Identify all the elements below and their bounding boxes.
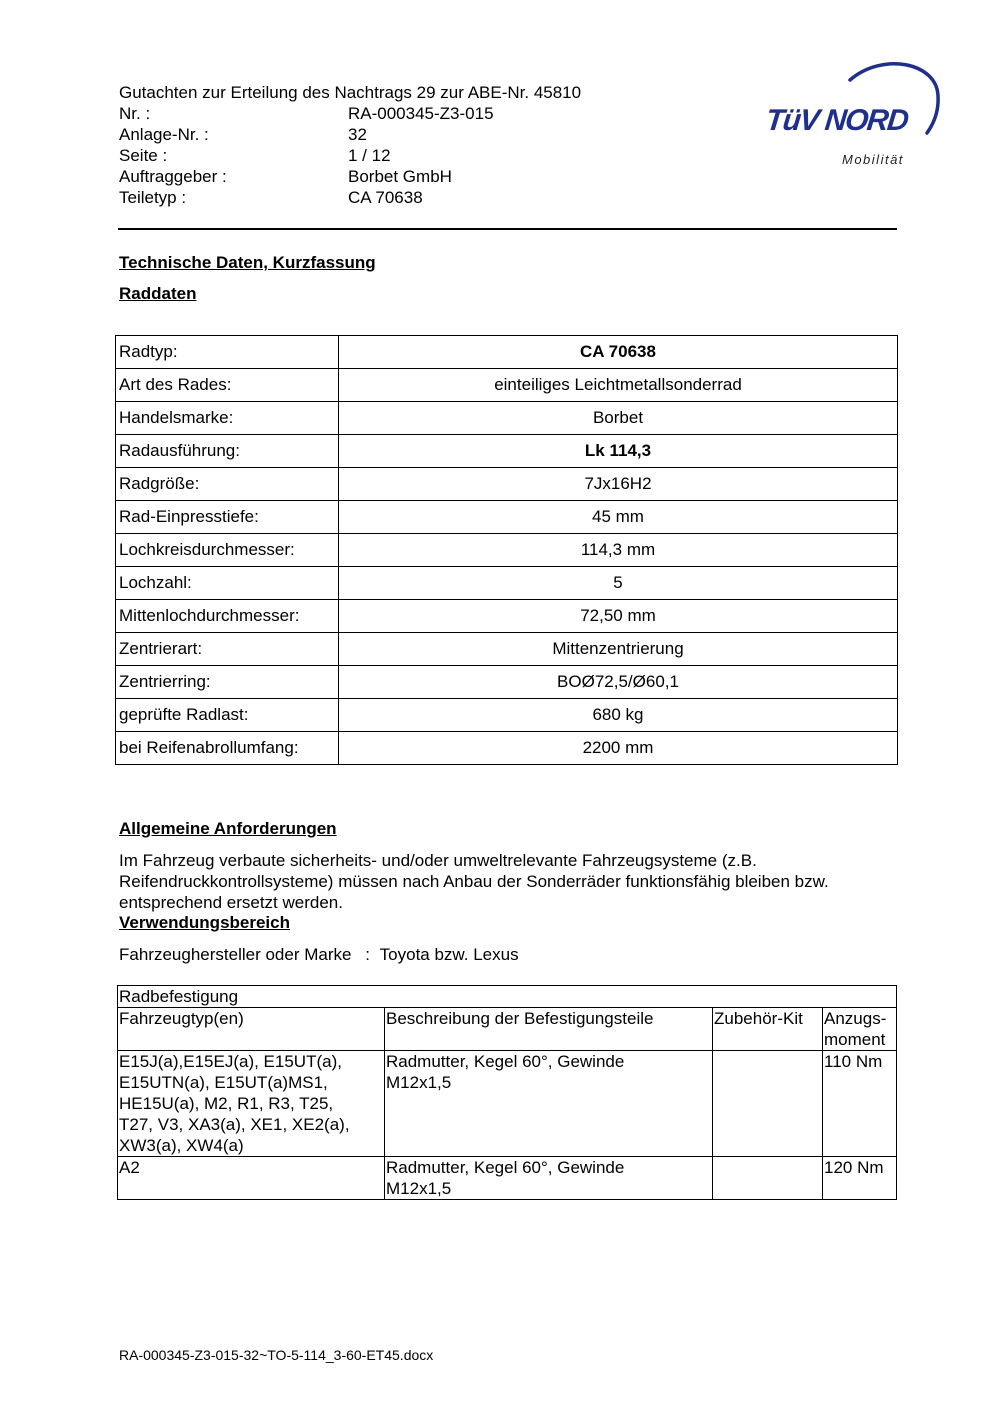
table-row <box>116 336 898 369</box>
header-label: Auftraggeber : <box>119 167 227 186</box>
column-header: Beschreibung der Befestigungsteile <box>385 1008 713 1051</box>
header-value: 32 <box>348 125 367 144</box>
header-label: Nr. : <box>119 104 151 123</box>
row-value: BOØ72,5/Ø60,1 <box>339 666 898 699</box>
befestigung-header-row <box>118 1008 897 1051</box>
header-label: Anlage-Nr. : <box>119 125 209 144</box>
row-label: Lochzahl: <box>116 567 339 600</box>
row-value: Borbet <box>339 402 898 435</box>
anforderungen-text <box>119 850 909 913</box>
row-value: 2200 mm <box>339 732 898 765</box>
row-label: Radgröße: <box>116 468 339 501</box>
fahrzeugtypen-cell: E15J(a),E15EJ(a), E15UT(a), E15UTN(a), E15UT(a)MS1, HE15U(a), M2, R1, R3, T25, T27, V3, XA3(a), XE1, XE2(a), XW3(a), XW4(a) <box>118 1051 385 1157</box>
footer-filename: RA-000345-Z3-015-32~TO-5-114_3-60-ET45.docx <box>119 1347 434 1363</box>
row-label: bei Reifenabrollumfang: <box>116 732 339 765</box>
row-label: Radausführung: <box>116 435 339 468</box>
table-row <box>116 633 898 666</box>
header-divider <box>118 228 897 230</box>
table-row <box>116 567 898 600</box>
header-label: Seite : <box>119 146 168 165</box>
row-value: 114,3 mm <box>339 534 898 567</box>
zubehoer-kit-cell <box>713 1157 823 1200</box>
table-row <box>116 501 898 534</box>
table-row <box>116 666 898 699</box>
verwendung-value: Toyota bzw. Lexus <box>379 945 519 964</box>
row-label: Handelsmarke: <box>116 402 339 435</box>
column-header: Zubehör-Kit <box>713 1008 823 1051</box>
row-value: 7Jx16H2 <box>339 468 898 501</box>
anforderungen-heading: Allgemeine Anforderungen <box>119 819 337 838</box>
header-value: 1 / 12 <box>348 146 391 165</box>
befestigung-title: Radbefestigung <box>118 986 897 1008</box>
row-label: Mittenlochdurchmesser: <box>116 600 339 633</box>
raddaten-heading: Raddaten <box>119 284 197 303</box>
row-label: Radtyp: <box>116 336 339 369</box>
verwendung-separator: : <box>365 945 370 964</box>
row-value: 45 mm <box>339 501 898 534</box>
table-row <box>116 600 898 633</box>
table-row <box>116 732 898 765</box>
fahrzeugtypen-cell: A2 <box>118 1157 385 1200</box>
row-label: Art des Rades: <box>116 369 339 402</box>
beschreibung-cell: Radmutter, Kegel 60°, Gewinde M12x1,5 <box>385 1051 713 1157</box>
befestigung-title-row <box>118 986 897 1008</box>
table-row <box>116 468 898 501</box>
row-value: Mittenzentrierung <box>339 633 898 666</box>
row-label: geprüfte Radlast: <box>116 699 339 732</box>
row-label: Lochkreisdurchmesser: <box>116 534 339 567</box>
row-value: 72,50 mm <box>339 600 898 633</box>
row-label: Zentrierart: <box>116 633 339 666</box>
logo-subtitle: Mobilität <box>842 152 904 167</box>
table-row <box>116 435 898 468</box>
section-title: Technische Daten, Kurzfassung <box>119 253 376 272</box>
row-value: Lk 114,3 <box>339 435 898 468</box>
table-row <box>116 369 898 402</box>
row-value: CA 70638 <box>339 336 898 369</box>
report-title: Gutachten zur Erteilung des Nachtrags 29 zur ABE-Nr. 45810 <box>119 83 582 102</box>
row-value: 5 <box>339 567 898 600</box>
row-value: einteiliges Leichtmetallsonderrad <box>339 369 898 402</box>
verwendung-label: Fahrzeughersteller oder Marke <box>119 945 352 964</box>
header-value: RA-000345-Z3-015 <box>348 104 494 123</box>
zubehoer-kit-cell <box>713 1051 823 1157</box>
anzugsmoment-cell: 110 Nm <box>823 1051 897 1157</box>
header-label: Teiletyp : <box>119 188 187 207</box>
row-label: Zentrierring: <box>116 666 339 699</box>
table-row <box>118 1157 897 1200</box>
anforderungen-line: Im Fahrzeug verbaute sicherheits- und/oder umweltrelevante Fahrzeugsysteme (z.B. <box>119 851 757 870</box>
header-value: Borbet GmbH <box>348 167 452 186</box>
anzugsmoment-cell: 120 Nm <box>823 1157 897 1200</box>
table-row <box>118 1051 897 1157</box>
column-header: Anzugs- moment <box>823 1008 897 1051</box>
anforderungen-line: entsprechend ersetzt werden. <box>119 893 343 912</box>
table-row <box>116 534 898 567</box>
table-row <box>116 402 898 435</box>
row-value: 680 kg <box>339 699 898 732</box>
table-row <box>116 699 898 732</box>
verwendung-line <box>119 944 909 965</box>
befestigung-table <box>117 985 897 1200</box>
verwendung-heading: Verwendungsbereich <box>119 913 290 932</box>
logo-brand: TüV NORD <box>764 104 910 137</box>
column-header: Fahrzeugtyp(en) <box>118 1008 385 1051</box>
header-value: CA 70638 <box>348 188 423 207</box>
raddaten-table <box>115 335 898 765</box>
tuv-nord-logo <box>762 58 942 173</box>
row-label: Rad-Einpresstiefe: <box>116 501 339 534</box>
anforderungen-line: Reifendruckkontrollsysteme) müssen nach Anbau der Sonderräder funktionsfähig bleiben bzw. <box>119 872 829 891</box>
beschreibung-cell: Radmutter, Kegel 60°, Gewinde M12x1,5 <box>385 1157 713 1200</box>
